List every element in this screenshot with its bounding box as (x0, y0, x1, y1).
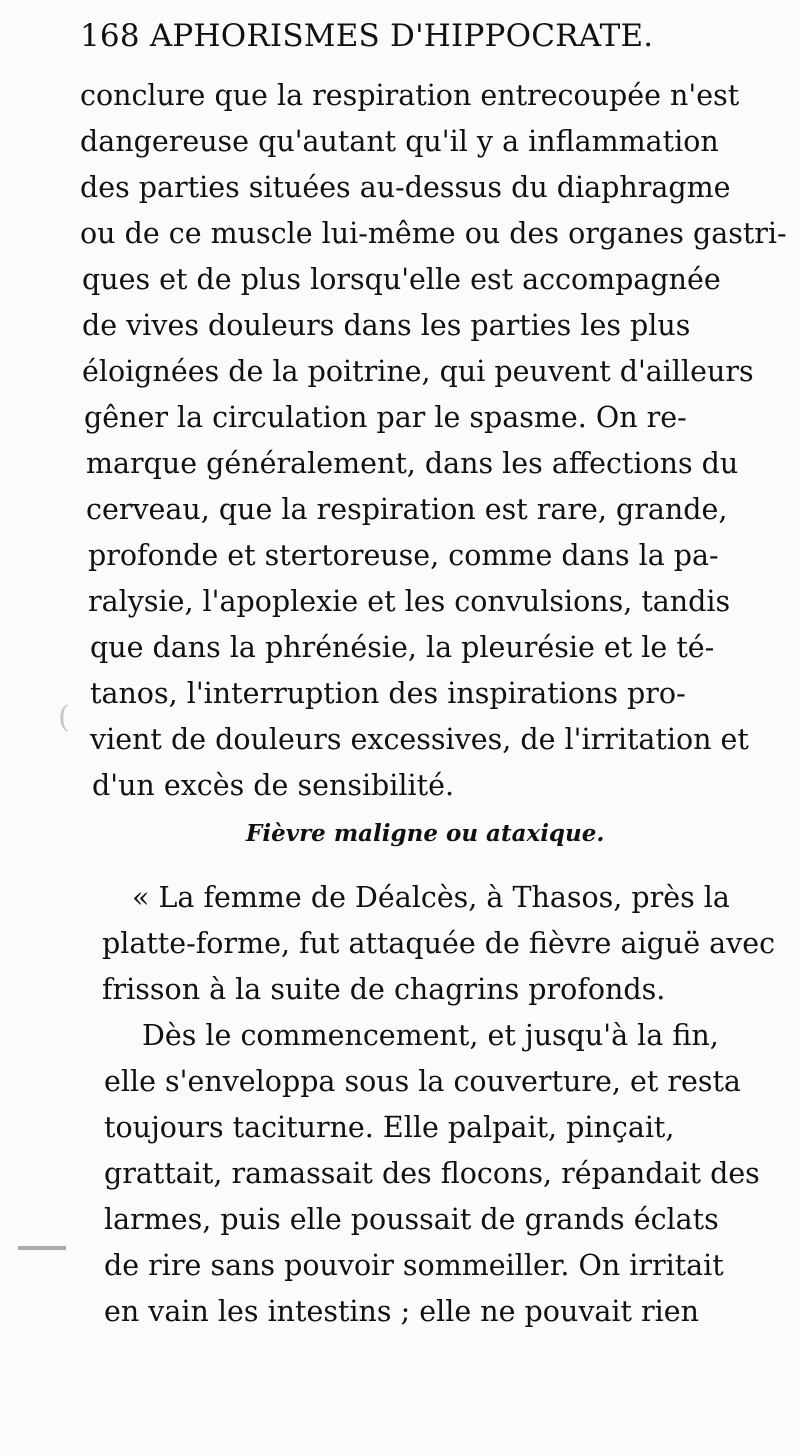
page-header (80, 18, 653, 54)
text-line: des parties situées au-dessus du diaphragme (80, 171, 731, 204)
text-line: ralysie, l'apoplexie et les convulsions, tandis (88, 585, 731, 618)
margin-bracket-mark: ( (58, 700, 70, 735)
margin-scan-mark (18, 1246, 66, 1250)
text-line: en vain les intestins ; elle ne pouvait rien (104, 1295, 699, 1328)
text-line: Dès le commencement, et jusqu'à la fin, (142, 1019, 719, 1052)
text-line: vient de douleurs excessives, de l'irritation et (90, 723, 749, 756)
text-line: platte-forme, fut attaquée de fièvre aiguë avec (102, 927, 776, 960)
text-line: ou de ce muscle lui-même ou des organes gastri- (80, 217, 787, 250)
text-line: cerveau, que la respiration est rare, grande, (86, 493, 728, 526)
page-number: 168 (80, 18, 140, 54)
text-line: conclure que la respiration entrecoupée n'est (80, 79, 740, 112)
text-line: frisson à la suite de chagrins profonds. (102, 973, 666, 1006)
section-heading: Fièvre maligne ou ataxique. (246, 820, 605, 847)
text-line: tanos, l'interruption des inspirations pro- (90, 677, 686, 710)
running-title: APHORISMES D'HIPPOCRATE. (149, 18, 654, 54)
text-line: de vives douleurs dans les parties les plus (82, 309, 691, 342)
text-line: elle s'enveloppa sous la couverture, et resta (104, 1065, 741, 1098)
text-line: grattait, ramassait des flocons, répandait des (104, 1157, 760, 1190)
text-line: dangereuse qu'autant qu'il y a inflammation (80, 125, 719, 158)
text-line: d'un excès de sensibilité. (92, 769, 455, 802)
text-line: de rire sans pouvoir sommeiller. On irritait (104, 1249, 724, 1282)
text-line: gêner la circulation par le spasme. On re- (84, 401, 687, 434)
text-line: toujours taciturne. Elle palpait, pinçait, (104, 1111, 675, 1144)
text-line: « La femme de Déalcès, à Thasos, près la (132, 881, 730, 914)
text-line: ques et de plus lorsqu'elle est accompagnée (82, 263, 721, 296)
text-line: larmes, puis elle poussait de grands éclats (104, 1203, 719, 1236)
text-line: éloignées de la poitrine, qui peuvent d'ailleurs (82, 355, 754, 388)
text-line: profonde et stertoreuse, comme dans la pa- (88, 539, 719, 572)
text-line: marque généralement, dans les affections du (86, 447, 739, 480)
text-line: que dans la phrénésie, la pleurésie et le té- (90, 631, 715, 664)
